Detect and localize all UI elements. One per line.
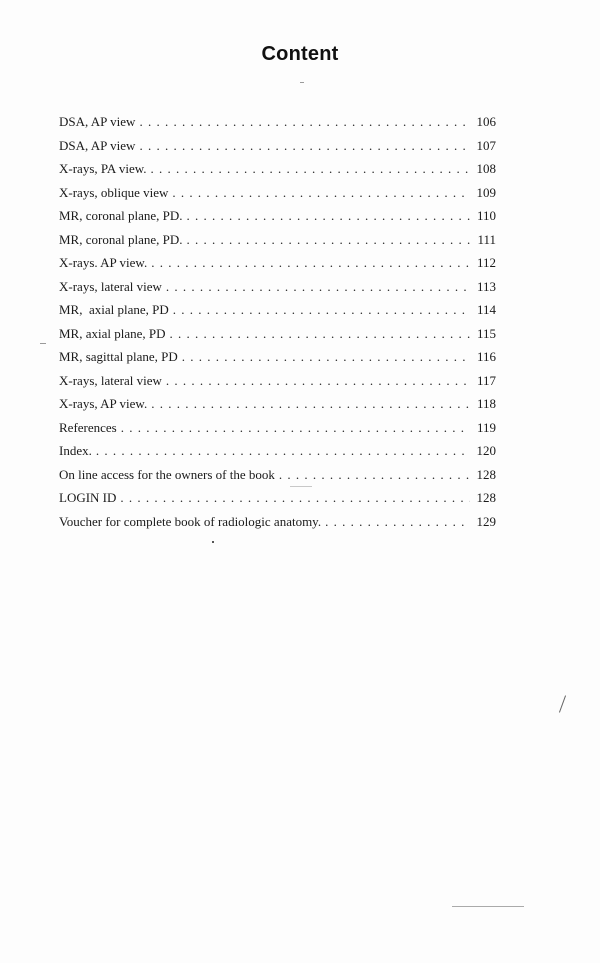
- toc-leader-dots: [186, 204, 470, 228]
- toc-entry: [59, 157, 496, 181]
- scan-mark: [290, 486, 312, 487]
- scan-mark: [40, 343, 46, 344]
- toc-entry-label: On line access for the owners of the book: [59, 466, 275, 482]
- toc-entry: [59, 510, 496, 534]
- toc-entry-page: 111: [477, 231, 496, 247]
- toc-entry: [59, 322, 496, 346]
- toc-entry-label: References: [59, 419, 117, 435]
- toc-entry-page: 128: [476, 490, 496, 505]
- toc-entry: [59, 392, 496, 416]
- toc-leader-dots: [121, 416, 470, 440]
- toc-entry: [59, 228, 496, 252]
- scan-mark: [212, 541, 214, 543]
- toc-entry-label: X-rays, lateral view: [59, 372, 162, 388]
- toc-entry: [59, 486, 496, 510]
- toc-leader-dots: [173, 298, 470, 322]
- toc-entry-label: MR, sagittal plane, PD: [59, 349, 178, 364]
- toc-entry: [59, 369, 496, 393]
- toc-entry-label: X-rays, lateral view: [59, 278, 162, 294]
- toc-leader-dots: [325, 510, 470, 534]
- toc-entry-page: 128: [476, 466, 496, 482]
- toc-entry: [59, 134, 496, 158]
- toc-entry-label: X-rays, AP view.: [59, 396, 148, 411]
- toc-entry-page: 115: [476, 325, 496, 341]
- toc-entry-label: X-rays. AP view.: [59, 255, 148, 270]
- toc-leader-dots: [186, 228, 470, 252]
- toc-entry-page: 113: [476, 278, 496, 294]
- toc-entry: [59, 181, 496, 205]
- toc-entry-label: Voucher for complete book of radiologic anatomy.: [59, 513, 322, 529]
- toc-entry-page: 112: [476, 255, 496, 270]
- toc-entry-label: LOGIN ID: [59, 490, 117, 505]
- toc-leader-dots: [279, 463, 470, 487]
- toc-leader-dots: [170, 322, 470, 346]
- toc-entry-label: X-rays, PA view.: [59, 161, 147, 176]
- scan-mark: [559, 695, 566, 712]
- toc-entry-page: 107: [476, 137, 496, 153]
- toc-leader-dots: [151, 251, 470, 275]
- toc-entry-page: 114: [476, 302, 496, 317]
- toc-leader-dots: [139, 134, 470, 158]
- toc-leader-dots: [151, 157, 470, 181]
- toc-leader-dots: [166, 275, 470, 299]
- toc-entry-page: 116: [476, 349, 496, 364]
- toc-entry-page: 108: [476, 161, 496, 176]
- toc-entry: [59, 204, 496, 228]
- toc-entry: [59, 275, 496, 299]
- toc-entry: [59, 463, 496, 487]
- toc-entry-page: 119: [476, 419, 496, 435]
- toc-entry-page: 109: [476, 184, 496, 200]
- toc-leader-dots: [182, 345, 470, 369]
- page-title: Content: [261, 43, 339, 65]
- toc-entry: [59, 110, 496, 134]
- toc-leader-dots: [120, 486, 470, 510]
- toc-entry-label: MR, coronal plane, PD.: [59, 208, 183, 223]
- toc-entry-page: 118: [476, 396, 496, 411]
- toc-leader-dots: [96, 439, 470, 463]
- toc-entry: [59, 416, 496, 440]
- toc-entry-page: 129: [476, 513, 496, 529]
- table-of-contents: [59, 110, 496, 533]
- toc-leader-dots: [139, 110, 470, 134]
- toc-entry-label: Index.: [59, 443, 92, 458]
- toc-entry: [59, 251, 496, 275]
- toc-entry-label: MR, axial plane, PD: [59, 302, 169, 317]
- toc-entry: [59, 298, 496, 322]
- toc-entry: [59, 439, 496, 463]
- toc-entry-label: DSA, AP view: [59, 114, 136, 129]
- toc-entry-label: MR, axial plane, PD: [59, 325, 166, 341]
- toc-entry-page: 117: [476, 372, 496, 388]
- toc-leader-dots: [166, 369, 470, 393]
- scan-mark: [300, 82, 304, 83]
- scan-mark: [452, 906, 524, 907]
- toc-entry-label: X-rays, oblique view: [59, 184, 169, 200]
- toc-entry-page: 120: [476, 443, 496, 458]
- toc-entry-label: DSA, AP view: [59, 137, 136, 153]
- toc-entry: [59, 345, 496, 369]
- toc-leader-dots: [151, 392, 470, 416]
- toc-entry-page: 110: [476, 208, 496, 223]
- toc-entry-label: MR, coronal plane, PD.: [59, 231, 183, 247]
- toc-entry-page: 106: [476, 114, 496, 129]
- toc-leader-dots: [172, 181, 470, 205]
